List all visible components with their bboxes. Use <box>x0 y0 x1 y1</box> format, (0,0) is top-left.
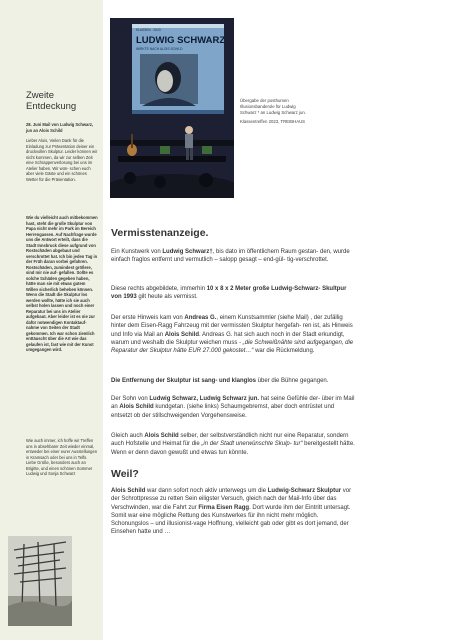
section-heading-weil: Weil? <box>111 468 139 480</box>
mail-body: Lieber Alois, Vielen Dank für die Einladung zur Präsentation deiner ein druckvollen Skulptur. Leider können wir nicht kommen, da wir zur selben Zeit eine Schrappenverlosung bei uns im Atelier haben. Wir wün- schen euch aber viele Gäste und ein schönes Wetter für die Präsentation. <box>26 138 98 182</box>
event-photo <box>110 18 234 198</box>
article-paragraph-1: Ein Kunstwerk von Ludwig Schwarz†, bis dato im öffentlichem Raum gestan- den, wurde einfach fraglos entfernt und vermutlich – salopp gesagt – end-gül- tig-verschrottet. <box>111 249 350 264</box>
sculpture-photo <box>8 536 72 626</box>
banner-subline-text: WIRKTE NACH ALOIS SCHILD <box>136 47 183 51</box>
caption-event: Klassentreffen 2023, TREIBHAUS <box>240 119 306 124</box>
article-paragraph-6: Gleich auch Alois Schild selber, der selbstverständlich nicht nur eine Reparatur, sondern auch Hofstelle und Heimat für die „in der Stadt unerwünschte Skulp- tur“ bereitgestellt hätte. Wenn er denn davon gewußt und etwas tun könnte. <box>111 433 355 456</box>
article-paragraph-7: Alois Schild war dann sofort noch aktiv unterwegs um die Ludwig-Schwarz Skulptur vor der Schrottpresse zu retten Sein eiligster Versuch, gleich nach der Mail-Info über das Verschwinden, war die Fahrt zur Firma Eisen Ragg. Dort wurde ihm der Eintritt untersagt. Somit war eine mögliche Rettung des Kunstwerkes für ihn nicht mehr möglich. Schonungslos – und illusionist-vage Hoffnung, vielleicht gab oder gibt es dort jemand, der Einsehen hatte und … <box>111 488 352 536</box>
article-paragraph-5: Der Sohn von Ludwig Schwarz, Ludwig Schwarz jun. hat seine Gefühle der- über im Mail an Alois Schild kundgetan. (siehe links) Schaumgebremst, aber doch entrüstet und entsetzt ob der stillschweigenden Vorgehensweise. <box>111 396 355 419</box>
sidebar-title: Zweite Entdeckung <box>26 90 77 112</box>
article-paragraph-2: Diese rechts abgebildete, immerhin 10 x 8 x 2 Meter große Ludwig-Schwarz- Skultpur von 1993 gilt heute als vermisst. <box>111 286 347 301</box>
mail-closing: Wie auch immer, ich hoffe wir Treffen uns in absehbarer Zeit wieder einmal, entweder bei einer eurer Ausstellungen in Kramsach oder bei uns in Telfs. Liebe Grüße, besonders auch an Brigitte, und einen schönen Sommer Ludwig und Sonja Schwarz <box>26 438 98 476</box>
sidebar <box>0 0 103 640</box>
article-heading: Vermisstenanzeige. <box>111 227 209 239</box>
mail-heading: 28. Juni Mail von Ludwig Schwarz, jun an Alois Schild <box>26 122 94 133</box>
photo-caption <box>240 98 310 125</box>
article-paragraph-4: Die Entfernung der Skulptur ist sang- und klanglos über die Bühne gegangen. <box>111 378 329 384</box>
article-paragraph-3: Der erste Hinweis kam von Andreas G., einem Kunstsammler (siehe Mail) , der zufällig hinter dem Eisen-Ragg Fahrzeug mit der vermissten Skulptur hergefah- ren ist, als Hinweis und Info via Mail an Alois Schild. Andreas G. hat sich auch noch in der Stadt erkundigt, warum und weshalb die Skulptur weichen muss - „die Schweißnähte sind aufgegangen, die Reparatur der Skulptur hätte EUR 27.000 gekostet…“ war die Rückmeldung. <box>111 315 354 355</box>
caption-text: Übergabe der posthumen Illusionsbanderole für Ludwig Schwarz * an Ludwig Schwarz jun. <box>240 98 306 115</box>
banner-name-text: LUDWIG SCHWARZ <box>136 35 226 46</box>
mail-bold-block: Wie du vielleicht auch mitbekommen hast, steht die große Skulptur von Papa nicht mehr im Park im Bereich Herrengassen. Auf Nachfrage wurde uns die Antwort erteilt, dass die Stadt Innsbruck diese aufgrund von Rostschäden abgebaut und verschrottet hat. Ich bin jeden Tag in der Früh daran vorbei gefahren. Rostschäden, zumindest größere, sind mir nie auf- gefallen. Sollte es solche Schäden gegeben haben, hätte man sie mit etwas gutem Willen sicherlich beheben können. Wenn die Stadt die Skulptur los werden wollte, hätte ich sie auch selbst holen lassen und noch einer Reparatur bei uns im Atelier aufgebaut. Aber leider ist es nie zur dafür notwendigen Kontaktauf- nahme von Seiten der Stadt gekommen. Ich war schon ziemlich enttäuscht über die Art wie das gelaufen ist, fast wie mit der Kunst umgegangen wird. <box>26 215 98 352</box>
banner-top-text: KLASSEN · 2023 <box>136 28 161 32</box>
